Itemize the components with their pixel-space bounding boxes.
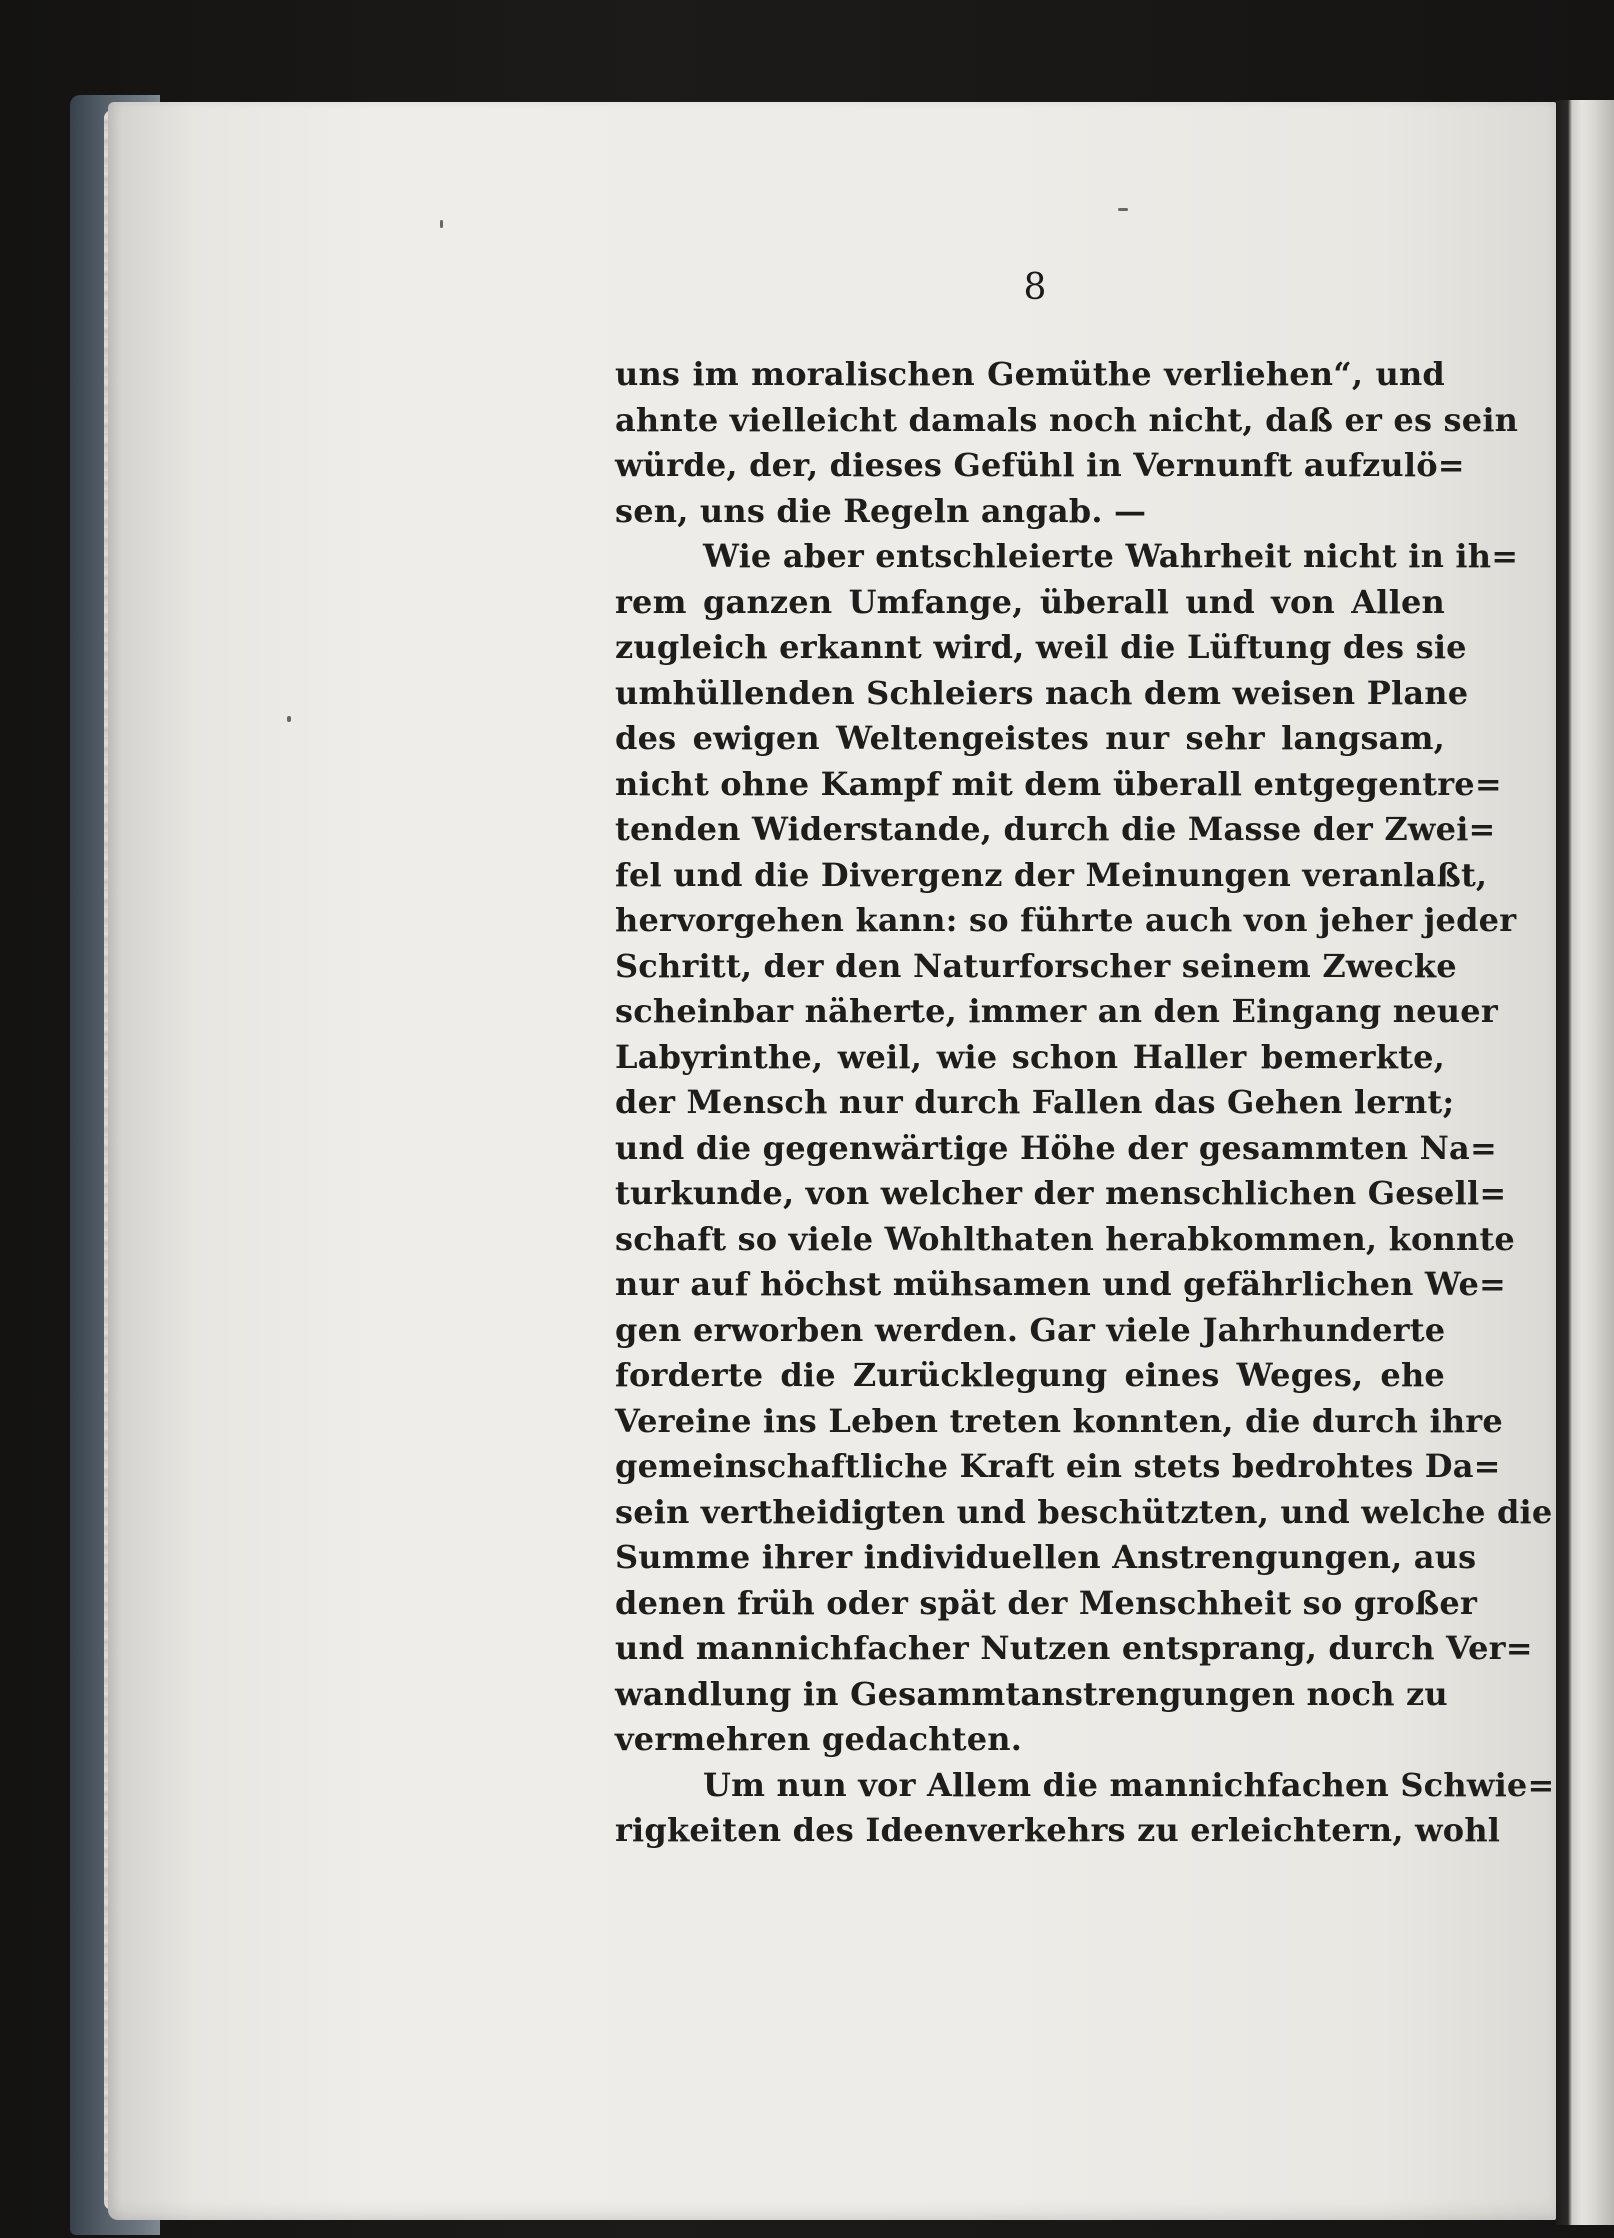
- paper-speck: [440, 220, 443, 228]
- text-line: rem ganzen Umfange, überall und von Allen: [615, 582, 1445, 621]
- text-line: Wie aber entschleierte Wahrheit nicht in ih=: [703, 537, 1519, 575]
- text-line: Summe ihrer individuellen Anstrengungen, aus: [615, 1538, 1477, 1576]
- text-line: schaft so viele Wohlthaten herabkommen, konnte: [615, 1219, 1515, 1258]
- text-line: sen, uns die Regeln angab. —: [615, 491, 1147, 530]
- text-line: sein vertheidigten und beschützten, und welche die: [615, 1492, 1553, 1531]
- text-line: gen erworben werden. Gar viele Jahrhunderte: [615, 1310, 1446, 1349]
- text-line: und mannichfacher Nutzen entsprang, durch Ver=: [615, 1629, 1533, 1667]
- text-line: der Mensch nur durch Fallen das Gehen lernt;: [615, 1083, 1455, 1121]
- text-line: Um nun vor Allem die mannichfachen Schwie=: [703, 1765, 1555, 1804]
- text-line: ahnte vielleicht damals noch nicht, daß er es sein: [615, 400, 1519, 439]
- text-line: denen früh oder spät der Menschheit so großer: [615, 1583, 1478, 1622]
- text-line: fel und die Divergenz der Meinungen veranlaßt,: [615, 855, 1488, 894]
- text-line: nicht ohne Kampf mit dem überall entgegentre=: [615, 764, 1502, 803]
- text-line: zugleich erkannt wird, weil die Lüftung des sie: [615, 628, 1467, 666]
- text-line: und die gegenwärtige Höhe der gesammten Na=: [615, 1128, 1497, 1167]
- paper-speck: [287, 716, 291, 722]
- text-line: scheinbar näherte, immer an den Eingang neuer: [615, 992, 1498, 1030]
- facing-page-edge: [1556, 100, 1614, 2225]
- text-line: würde, der, dieses Gefühl in Vernunft aufzulö=: [615, 446, 1465, 484]
- text-line: nur auf höchst mühsamen und gefährlichen We=: [615, 1265, 1507, 1303]
- text-line: vermehren gedachten.: [615, 1720, 1023, 1758]
- text-line: umhüllenden Schleiers nach dem weisen Plane: [615, 673, 1469, 712]
- body-text: [615, 352, 1555, 1854]
- text-line: Schritt, der den Naturforscher seinem Zwecke: [615, 946, 1457, 985]
- paper-speck: [1118, 208, 1128, 211]
- text-line: des ewigen Weltengeistes nur sehr langsam,: [615, 719, 1445, 757]
- text-line: turkunde, von welcher der menschlichen Gesell=: [615, 1174, 1507, 1212]
- text-line: wandlung in Gesammtanstrengungen noch zu: [615, 1674, 1448, 1713]
- text-line: Labyrinthe, weil, wie schon Haller bemerkte,: [615, 1037, 1445, 1076]
- page-number: 8: [1023, 267, 1047, 308]
- text-line: rigkeiten des Ideenverkehrs zu erleichtern, wohl: [615, 1811, 1501, 1849]
- text-line: gemeinschaftliche Kraft ein stets bedrohtes Da=: [615, 1447, 1501, 1485]
- text-line: tenden Widerstande, durch die Masse der Zwei=: [615, 810, 1496, 848]
- text-line: uns im moralischen Gemüthe verliehen“, und: [615, 355, 1445, 393]
- text-line: Vereine ins Leben treten konnten, die durch ihre: [615, 1401, 1503, 1440]
- text-line: forderte die Zurücklegung eines Weges, ehe: [615, 1356, 1445, 1394]
- text-line: hervorgehen kann: so führte auch von jeher jeder: [615, 901, 1517, 939]
